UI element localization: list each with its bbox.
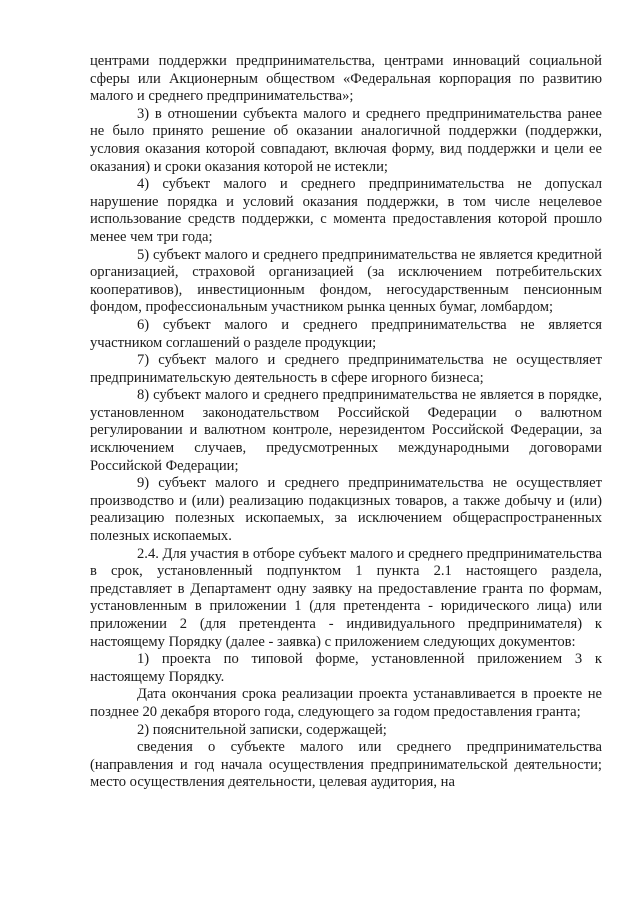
paragraph-doc-item-2: 2) пояснительной записки, содержащей; bbox=[137, 721, 387, 738]
paragraph-item-5: 5) субъект малого и среднего предпринимательства не является кредитной организацией, страховой организацией (за исключением потребительских кооперативов), инвестиционным фондом, негосударственным пенсионным фондом, профессиональным участником рынка ценных бумаг, ломбардом; bbox=[90, 246, 602, 316]
paragraph-smb-info: сведения о субъекте малого или среднего предпринимательства (направления и год начала осуществления предпринимательской деятельности; место осуществления деятельности, целевая аудитория, на bbox=[90, 739, 602, 791]
paragraph-item-4: 4) субъект малого и среднего предпринимательства не допускал нарушение порядка и условий оказания поддержки, в том числе нецелевое использование средств поддержки, с момента предоставления которой прошло менее чем три года; bbox=[90, 176, 602, 245]
paragraph-item-8: 8) субъект малого и среднего предпринимательства не является в порядке, установленном законодательством Российской Федерации о валютном регулировании и валютном контроле, нерезидентом Российской Федерации, за исключением случаев, предусмотренных международными договорами Российской Федерации; bbox=[90, 387, 602, 474]
paragraph-doc-item-1: 1) проекта по типовой форме, установленной приложением 3 к настоящему Порядку. bbox=[90, 651, 602, 685]
paragraph-continuation: центрами поддержки предпринимательства, центрами инноваций социальной сферы или Акционерным обществом «Федеральная корпорация по развитию малого и среднего предпринимательства»; bbox=[90, 53, 602, 105]
paragraph-project-deadline: Дата окончания срока реализации проекта устанавливается в проекте не позднее 20 декабря второго года, следующего за годом предоставления гранта; bbox=[90, 686, 602, 720]
paragraph-section-2-4: 2.4. Для участия в отборе субъект малого и среднего предпринимательства в срок, установленный подпунктом 1 пункта 2.1 настоящего раздела, представляет в Департамент одну заявку на предоставление гранта по формам, установленным в приложении 1 (для претендента - юридического лица) или приложении 2 (для претендента - индивидуального предпринимателя) к настоящему Порядку (далее - заявка) с приложением следующих документов: bbox=[90, 545, 602, 650]
paragraph-item-7: 7) субъект малого и среднего предпринимательства не осуществляет предпринимательскую деятельность в сфере игорного бизнеса; bbox=[90, 352, 602, 386]
paragraph-item-9: 9) субъект малого и среднего предпринимательства не осуществляет производство и (или) реализацию подакцизных товаров, а также добычу и (или) реализацию полезных ископаемых, за исключением общераспространенных полезных ископаемых. bbox=[90, 475, 602, 545]
paragraph-item-3: 3) в отношении субъекта малого и среднего предпринимательства ранее не было принято решение об оказании аналогичной поддержки (поддержки, условия оказания которой совпадают, включая форму, вид поддержки и цели ее оказания) и сроки оказания которой не истекли; bbox=[90, 105, 602, 175]
paragraph-item-6: 6) субъект малого и среднего предпринимательства не является участником соглашений о разделе продукции; bbox=[90, 316, 602, 351]
